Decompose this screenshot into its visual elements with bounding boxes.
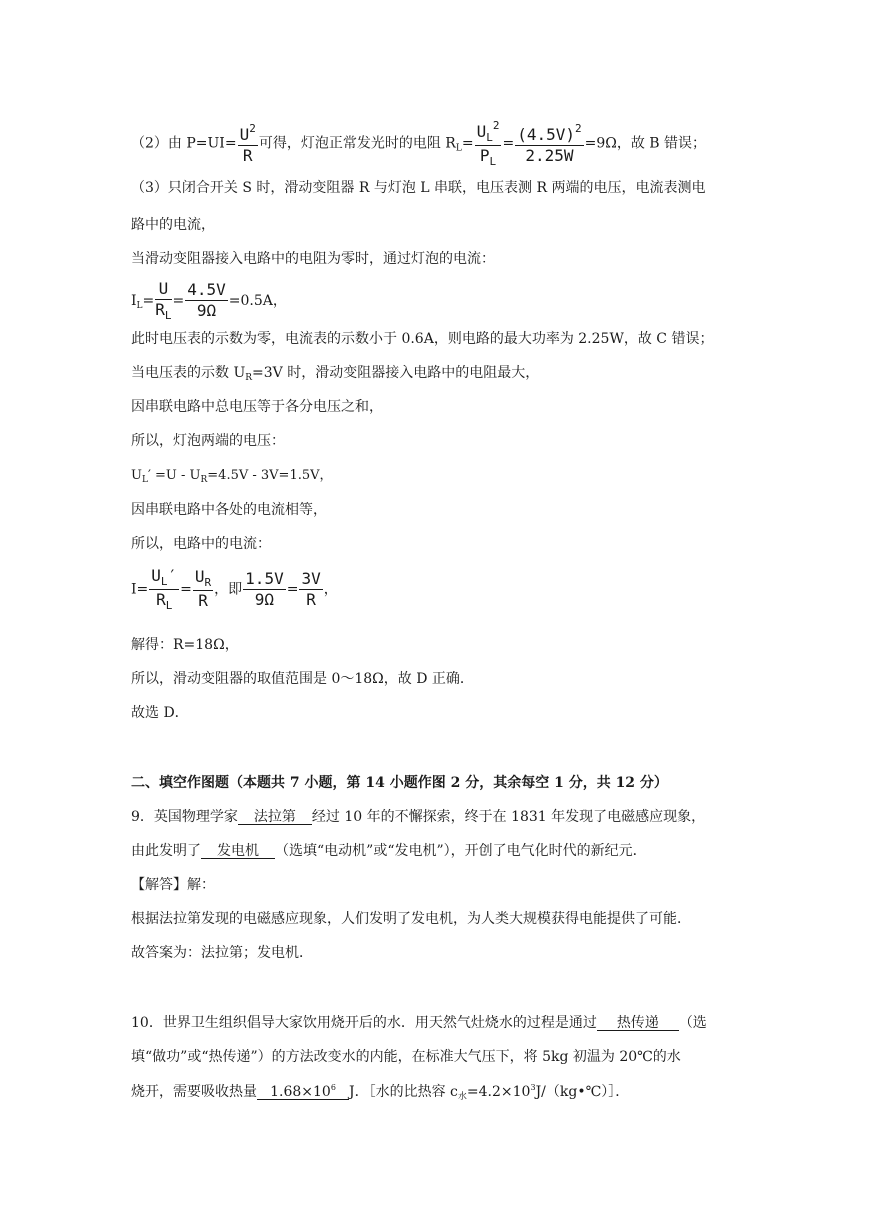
voltage-ul-equation: $U_L' =U - U_R=4.5V - 3V=1.5V$， [131,468,333,485]
fraction-u2-over-r: $\frac{U^2}{R}$ [239,121,256,165]
part3-line13: 解得：R=18Ω， [131,637,239,653]
part3-line15: 故选 D． [131,705,189,721]
section2-heading: 二、填空作图题（本题共 7 小题，第 14 小题作图 2 分，其余每空 1 分，共 12 分） [131,775,668,791]
q10-line2: 填“做功”或“热传递”）的方法改变水的内能，在标准大气压下，将 5kg 初温为 20℃的水 [131,1049,681,1065]
part2-suffix: =9Ω，故 B 错误； [584,135,707,152]
current-il-equation: $I_L=$ $\frac{U}{R_L}$ = $\frac{4.5V}{9\Omega}$ =0.5A， [131,279,287,322]
q9-final-answer: 故答案为：法拉第；发电机． [131,945,313,961]
solution-part2-line: （2）由 P=UI= $\frac{U^2}{R}$ 可得，灯泡正常发光时的电阻 $R_L=$ $\frac{U_L^2}{P_L}$ = $\frac{(4.5V)^2}{2.25W}$ =9Ω，故 B 错误； [131,119,707,168]
part3-line3: 当滑动变阻器接入电路中的电阻为零时，通过灯泡的电流： [131,251,495,267]
fraction-ur-over-r: $\frac{U_R}{R}$ [194,567,212,610]
q10-line3: 烧开，需要吸收热量 $1.68\times 10^6$ J．［水的比热容 $c_水=4.2\times 10^3J/(kg•℃)]$． [131,1083,630,1102]
q9-answer-blank-2: 发电机 [201,844,275,859]
q9-line2: 由此发明了 发电机 （选填“电动机”或“发电机”），开创了电气化时代的新纪元． [131,843,647,859]
fraction-15v-over-9ohm: $\frac{1.5V}{9\Omega}$ [245,568,284,609]
fraction-3v-over-r: $\frac{3V}{R}$ [301,568,321,609]
part3-line1: （3）只闭合开关 S 时，滑动变阻器 R 与灯泡 L 串联，电压表测 R 两端的电压，电流表测电 [131,180,706,196]
fraction-numeric-power: $\frac{(4.5V)^2}{2.25W}$ [517,121,582,165]
q10-line1: 10．世界卫生组织倡导大家饮用烧开后的水．用天然气灶烧水的过程是通过 热传递 （选 [131,1015,707,1031]
fraction-45v-over-9ohm: $\frac{4.5V}{9\Omega}$ [187,280,226,321]
part2-mid-text: 可得，灯泡正常发光时的电阻 R [258,135,456,152]
fraction-ul-prime-over-rl: $\frac{U_L'}{R_L}$ [151,566,178,612]
part3-line8: 所以，灯泡两端的电压： [131,433,285,449]
part3-line11: 所以，电路中的电流： [131,536,271,552]
current-i-equation: I= $\frac{U_L'}{R_L}$ = $\frac{U_R}{R}$ ，即 $\frac{1.5V}{9\Omega}$ = $\frac{3V}{R}$ ， [131,566,338,612]
q9-answer-blank-1: 法拉第 [238,810,312,825]
q10-answer-blank-1: 热传递 [597,1016,679,1031]
q10-answer-blank-2: $1.68\times 10^6$ [257,1084,349,1100]
q9-explanation: 根据法拉第发现的电磁感应现象，人们发明了发电机，为人类大规模获得电能提供了可能． [131,911,691,927]
part3-line2: 路中的电流， [131,217,215,233]
fraction-ul2-over-pl: $\frac{U_L^2}{P_L}$ [476,119,500,168]
part2-prefix: （2）由 P=UI= [131,135,237,152]
part3-line6: 当电压表的示数 $U_R=3V$ 时，滑动变阻器接入电路中的电阻最大， [131,365,540,383]
part3-line7: 因串联电路中总电压等于各分电压之和， [131,399,383,415]
fraction-u-over-rl: $\frac{U}{R_L}$ [155,279,172,322]
part3-line14: 所以，滑动变阻器的取值范围是 0～18Ω，故 D 正确． [131,671,474,687]
q9-answer-label: 【解答】解： [131,877,215,893]
part3-line5: 此时电压表的示数为零，电流表的示数小于 0.6A，则电路的最大功率为 2.25W，故 C 错误； [131,331,714,347]
q9-line1: 9．英国物理学家 法拉第 经过 10 年的不懈探索，终于在 1831 年发现了电磁感应现象， [131,809,706,825]
part3-line10: 因串联电路中各处的电流相等， [131,502,327,518]
